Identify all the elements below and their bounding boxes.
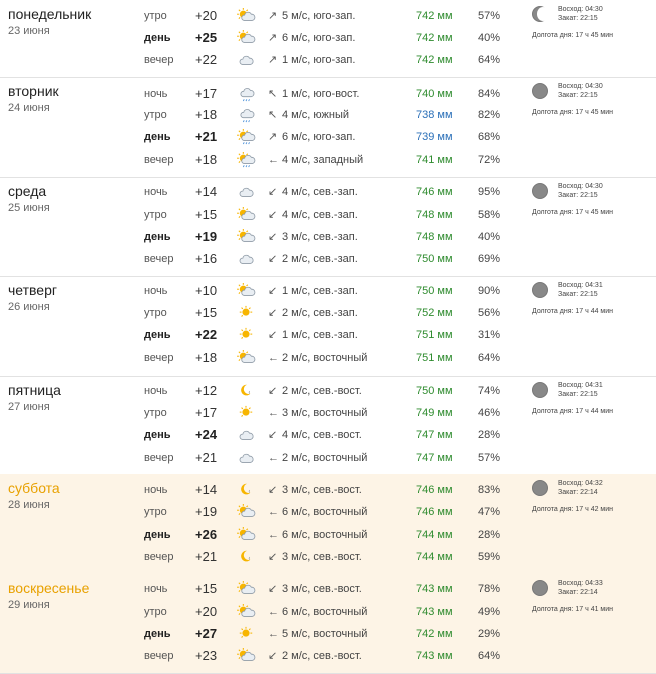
wind-direction-icon: ↙: [268, 329, 278, 341]
weather-sun-cloud-icon: [236, 350, 256, 366]
wind-direction-icon: ↙: [268, 186, 278, 198]
weather-moon-icon: [236, 549, 256, 565]
humidity: 74%: [478, 385, 501, 397]
weather-moon-icon: [236, 383, 256, 399]
day-name: четверг: [8, 282, 57, 298]
wind-info: 2 м/с, восточный: [282, 352, 368, 364]
pressure: 746 мм: [416, 186, 453, 198]
wind-info: 3 м/с, сев.-вост.: [282, 583, 362, 595]
weather-sun-cloud-icon: [236, 283, 256, 299]
forecast-row: [0, 248, 520, 270]
weather-cloud-icon: [236, 184, 256, 200]
time-of-day: день: [144, 529, 171, 541]
humidity: 58%: [478, 209, 501, 221]
weather-sun-icon: [236, 305, 256, 321]
moon-phase-icon: [532, 83, 548, 99]
temperature: +15: [195, 207, 218, 222]
wind-direction-icon: ←: [268, 154, 279, 166]
day-block: [0, 474, 656, 575]
time-of-day: утро: [144, 109, 167, 121]
temperature: +21: [195, 549, 218, 564]
day-length: Долгота дня: 17 ч 41 мин: [532, 606, 614, 613]
wind-info: 4 м/с, западный: [282, 154, 364, 166]
day-name: среда: [8, 183, 47, 199]
weather-cloud-rain-icon: [236, 86, 256, 102]
forecast-row: [0, 149, 520, 171]
humidity: 57%: [478, 10, 501, 22]
sunrise-time: Восход: 04:30: [558, 83, 603, 90]
day-date: 29 июня: [8, 599, 50, 611]
temperature: +10: [195, 283, 218, 298]
time-of-day: утро: [144, 506, 167, 518]
forecast-row: [0, 380, 520, 402]
forecast-row: [0, 126, 520, 148]
wind-direction-icon: ↙: [268, 209, 278, 221]
wind-direction-icon: ←: [268, 407, 279, 419]
humidity: 40%: [478, 32, 501, 44]
time-of-day: день: [144, 329, 171, 341]
sunrise-time: Восход: 04:31: [558, 282, 603, 289]
day-length: Долгота дня: 17 ч 42 мин: [532, 506, 614, 513]
time-of-day: ночь: [144, 186, 168, 198]
forecast-row: [0, 83, 520, 105]
wind-info: 1 м/с, юго-вост.: [282, 88, 360, 100]
pressure: 742 мм: [416, 628, 453, 640]
wind-direction-icon: ←: [268, 606, 279, 618]
forecast-row: [0, 447, 520, 469]
time-of-day: утро: [144, 209, 167, 221]
temperature: +15: [195, 581, 218, 596]
wind-info: 2 м/с, сев.-вост.: [282, 650, 362, 662]
humidity: 78%: [478, 583, 501, 595]
time-of-day: день: [144, 131, 171, 143]
pressure: 748 мм: [416, 231, 453, 243]
temperature: +18: [195, 350, 218, 365]
forecast-row: [0, 524, 520, 546]
humidity: 64%: [478, 650, 501, 662]
temperature: +18: [195, 152, 218, 167]
forecast-row: [0, 645, 520, 667]
forecast-row: [0, 324, 520, 346]
temperature: +22: [195, 327, 218, 342]
pressure: 750 мм: [416, 253, 453, 265]
humidity: 64%: [478, 352, 501, 364]
forecast-row: [0, 280, 520, 302]
wind-direction-icon: ↙: [268, 429, 278, 441]
wind-direction-icon: ←: [268, 352, 279, 364]
day-block: [0, 177, 656, 277]
day-date: 24 июня: [8, 102, 50, 114]
time-of-day: день: [144, 628, 171, 640]
wind-direction-icon: ↙: [268, 650, 278, 662]
time-of-day: вечер: [144, 352, 174, 364]
time-of-day: утро: [144, 307, 167, 319]
pressure: 750 мм: [416, 285, 453, 297]
forecast-row: [0, 226, 520, 248]
humidity: 82%: [478, 109, 501, 121]
temperature: +20: [195, 8, 218, 23]
weather-sun-cloud-icon: [236, 504, 256, 520]
forecast-row: [0, 302, 520, 324]
wind-direction-icon: ←: [268, 452, 279, 464]
wind-info: 2 м/с, сев.-зап.: [282, 307, 358, 319]
weather-sun-cloud-icon: [236, 8, 256, 24]
wind-info: 4 м/с, сев.-зап.: [282, 209, 358, 221]
humidity: 28%: [478, 529, 501, 541]
day-block: [0, 276, 656, 377]
time-of-day: вечер: [144, 452, 174, 464]
time-of-day: день: [144, 231, 171, 243]
sunrise-time: Восход: 04:32: [558, 480, 603, 487]
moon-phase-icon: [532, 580, 548, 596]
wind-info: 3 м/с, восточный: [282, 407, 368, 419]
day-date: 28 июня: [8, 499, 50, 511]
moon-phase-icon: [532, 480, 548, 496]
wind-info: 3 м/с, сев.-вост.: [282, 551, 362, 563]
wind-info: 6 м/с, юго-зап.: [282, 32, 356, 44]
temperature: +17: [195, 86, 218, 101]
wind-info: 3 м/с, сев.-вост.: [282, 484, 362, 496]
temperature: +14: [195, 482, 218, 497]
wind-direction-icon: ↙: [268, 484, 278, 496]
day-date: 27 июня: [8, 401, 50, 413]
pressure: 747 мм: [416, 452, 453, 464]
pressure: 744 мм: [416, 529, 453, 541]
weather-cloud-rain-icon: [236, 107, 256, 123]
sunset-time: Закат: 22:15: [558, 391, 598, 398]
wind-direction-icon: ↗: [268, 10, 278, 22]
wind-direction-icon: ↙: [268, 307, 278, 319]
wind-direction-icon: ↙: [268, 551, 278, 563]
time-of-day: день: [144, 32, 171, 44]
day-block: [0, 376, 656, 475]
humidity: 64%: [478, 54, 501, 66]
weather-sun-cloud-rain-icon: [236, 129, 256, 145]
moon-phase-icon: [532, 282, 548, 298]
wind-direction-icon: ↖: [268, 109, 278, 121]
wind-info: 1 м/с, сев.-зап.: [282, 329, 358, 341]
moon-phase-icon: [532, 382, 548, 398]
sunrise-time: Восход: 04:30: [558, 6, 603, 13]
humidity: 90%: [478, 285, 501, 297]
sunset-time: Закат: 22:15: [558, 291, 598, 298]
day-block: [0, 0, 656, 78]
weather-sun-cloud-icon: [236, 527, 256, 543]
time-of-day: ночь: [144, 385, 168, 397]
humidity: 56%: [478, 307, 501, 319]
forecast-row: [0, 402, 520, 424]
day-length: Долгота дня: 17 ч 44 мин: [532, 308, 614, 315]
forecast-row: [0, 623, 520, 645]
humidity: 72%: [478, 154, 501, 166]
wind-direction-icon: ←: [268, 628, 279, 640]
day-date: 26 июня: [8, 301, 50, 313]
forecast-row: [0, 49, 520, 71]
temperature: +16: [195, 251, 218, 266]
wind-info: 4 м/с, сев.-вост.: [282, 429, 362, 441]
humidity: 59%: [478, 551, 501, 563]
temperature: +23: [195, 648, 218, 663]
forecast-row: [0, 578, 520, 600]
weather-sun-icon: [236, 626, 256, 642]
time-of-day: утро: [144, 407, 167, 419]
forecast-row: [0, 601, 520, 623]
day-length: Долгота дня: 17 ч 45 мин: [532, 209, 614, 216]
day-name: вторник: [8, 83, 59, 99]
wind-direction-icon: ↖: [268, 88, 278, 100]
temperature: +25: [195, 30, 218, 45]
weather-sun-cloud-rain-icon: [236, 152, 256, 168]
sunrise-time: Восход: 04:30: [558, 183, 603, 190]
temperature: +21: [195, 129, 218, 144]
weather-cloud-icon: [236, 427, 256, 443]
wind-direction-icon: ↗: [268, 32, 278, 44]
weather-sun-icon: [236, 405, 256, 421]
forecast-row: [0, 181, 520, 203]
pressure: 751 мм: [416, 352, 453, 364]
wind-info: 5 м/с, юго-зап.: [282, 10, 356, 22]
wind-info: 6 м/с, юго-зап.: [282, 131, 356, 143]
temperature: +19: [195, 504, 218, 519]
pressure: 740 мм: [416, 88, 453, 100]
pressure: 747 мм: [416, 429, 453, 441]
time-of-day: ночь: [144, 88, 168, 100]
temperature: +14: [195, 184, 218, 199]
pressure: 742 мм: [416, 32, 453, 44]
day-block: [0, 77, 656, 178]
day-date: 25 июня: [8, 202, 50, 214]
day-date: 23 июня: [8, 25, 50, 37]
wind-direction-icon: ↙: [268, 231, 278, 243]
sunrise-time: Восход: 04:33: [558, 580, 603, 587]
pressure: 749 мм: [416, 407, 453, 419]
weather-sun-cloud-icon: [236, 30, 256, 46]
pressure: 750 мм: [416, 385, 453, 397]
forecast-row: [0, 104, 520, 126]
forecast-row: [0, 204, 520, 226]
humidity: 68%: [478, 131, 501, 143]
weather-cloud-icon: [236, 52, 256, 68]
wind-info: 6 м/с, восточный: [282, 606, 368, 618]
time-of-day: вечер: [144, 650, 174, 662]
humidity: 83%: [478, 484, 501, 496]
day-name: понедельник: [8, 6, 92, 22]
pressure: 743 мм: [416, 606, 453, 618]
weather-sun-icon: [236, 327, 256, 343]
sunset-time: Закат: 22:15: [558, 15, 598, 22]
pressure: 739 мм: [416, 131, 453, 143]
weather-sun-cloud-icon: [236, 229, 256, 245]
moon-phase-icon: [532, 6, 548, 22]
sunrise-time: Восход: 04:31: [558, 382, 603, 389]
moon-phase-icon: [532, 183, 548, 199]
wind-info: 2 м/с, сев.-зап.: [282, 253, 358, 265]
pressure: 751 мм: [416, 329, 453, 341]
day-length: Долгота дня: 17 ч 45 мин: [532, 32, 614, 39]
weather-sun-cloud-icon: [236, 581, 256, 597]
temperature: +27: [195, 626, 218, 641]
pressure: 748 мм: [416, 209, 453, 221]
pressure: 743 мм: [416, 650, 453, 662]
wind-direction-icon: ↙: [268, 583, 278, 595]
pressure: 738 мм: [416, 109, 453, 121]
time-of-day: утро: [144, 606, 167, 618]
temperature: +21: [195, 450, 218, 465]
time-of-day: ночь: [144, 285, 168, 297]
wind-info: 2 м/с, восточный: [282, 452, 368, 464]
wind-direction-icon: ↗: [268, 54, 278, 66]
time-of-day: ночь: [144, 583, 168, 595]
forecast-row: [0, 501, 520, 523]
temperature: +19: [195, 229, 218, 244]
humidity: 57%: [478, 452, 501, 464]
temperature: +15: [195, 305, 218, 320]
day-name: суббота: [8, 480, 60, 496]
humidity: 95%: [478, 186, 501, 198]
sunset-time: Закат: 22:15: [558, 192, 598, 199]
wind-info: 5 м/с, восточный: [282, 628, 368, 640]
forecast-row: [0, 546, 520, 568]
temperature: +18: [195, 107, 218, 122]
humidity: 29%: [478, 628, 501, 640]
wind-direction-icon: ←: [268, 506, 279, 518]
day-name: воскресенье: [8, 580, 90, 596]
wind-direction-icon: ↙: [268, 385, 278, 397]
weather-moon-icon: [236, 482, 256, 498]
temperature: +26: [195, 527, 218, 542]
weather-sun-cloud-icon: [236, 207, 256, 223]
humidity: 69%: [478, 253, 501, 265]
pressure: 752 мм: [416, 307, 453, 319]
pressure: 743 мм: [416, 583, 453, 595]
temperature: +20: [195, 604, 218, 619]
day-length: Долгота дня: 17 ч 44 мин: [532, 408, 614, 415]
forecast-row: [0, 424, 520, 446]
time-of-day: вечер: [144, 551, 174, 563]
wind-direction-icon: ↗: [268, 131, 278, 143]
temperature: +24: [195, 427, 218, 442]
humidity: 46%: [478, 407, 501, 419]
sunset-time: Закат: 22:15: [558, 92, 598, 99]
humidity: 31%: [478, 329, 501, 341]
wind-info: 6 м/с, восточный: [282, 506, 368, 518]
humidity: 84%: [478, 88, 501, 100]
time-of-day: вечер: [144, 154, 174, 166]
day-name: пятница: [8, 382, 61, 398]
time-of-day: вечер: [144, 54, 174, 66]
humidity: 28%: [478, 429, 501, 441]
wind-direction-icon: ↙: [268, 285, 278, 297]
temperature: +22: [195, 52, 218, 67]
wind-info: 1 м/с, сев.-зап.: [282, 285, 358, 297]
day-block: [0, 574, 656, 674]
weather-sun-cloud-icon: [236, 604, 256, 620]
wind-info: 2 м/с, сев.-вост.: [282, 385, 362, 397]
pressure: 746 мм: [416, 506, 453, 518]
weather-cloud-icon: [236, 450, 256, 466]
weather-sun-cloud-icon: [236, 648, 256, 664]
temperature: +17: [195, 405, 218, 420]
pressure: 742 мм: [416, 10, 453, 22]
humidity: 49%: [478, 606, 501, 618]
wind-direction-icon: ←: [268, 529, 279, 541]
forecast-row: [0, 347, 520, 369]
wind-direction-icon: ↙: [268, 253, 278, 265]
forecast-row: [0, 479, 520, 501]
sunset-time: Закат: 22:14: [558, 589, 598, 596]
pressure: 744 мм: [416, 551, 453, 563]
wind-info: 4 м/с, южный: [282, 109, 350, 121]
wind-info: 1 м/с, юго-зап.: [282, 54, 356, 66]
pressure: 742 мм: [416, 54, 453, 66]
pressure: 741 мм: [416, 154, 453, 166]
forecast-row: [0, 5, 520, 27]
forecast-row: [0, 27, 520, 49]
wind-info: 6 м/с, восточный: [282, 529, 368, 541]
wind-info: 4 м/с, сев.-зап.: [282, 186, 358, 198]
wind-info: 3 м/с, сев.-зап.: [282, 231, 358, 243]
time-of-day: вечер: [144, 253, 174, 265]
time-of-day: ночь: [144, 484, 168, 496]
day-length: Долгота дня: 17 ч 45 мин: [532, 109, 614, 116]
humidity: 40%: [478, 231, 501, 243]
sunset-time: Закат: 22:14: [558, 489, 598, 496]
weather-cloud-icon: [236, 251, 256, 267]
time-of-day: день: [144, 429, 171, 441]
humidity: 47%: [478, 506, 501, 518]
pressure: 746 мм: [416, 484, 453, 496]
time-of-day: утро: [144, 10, 167, 22]
temperature: +12: [195, 383, 218, 398]
